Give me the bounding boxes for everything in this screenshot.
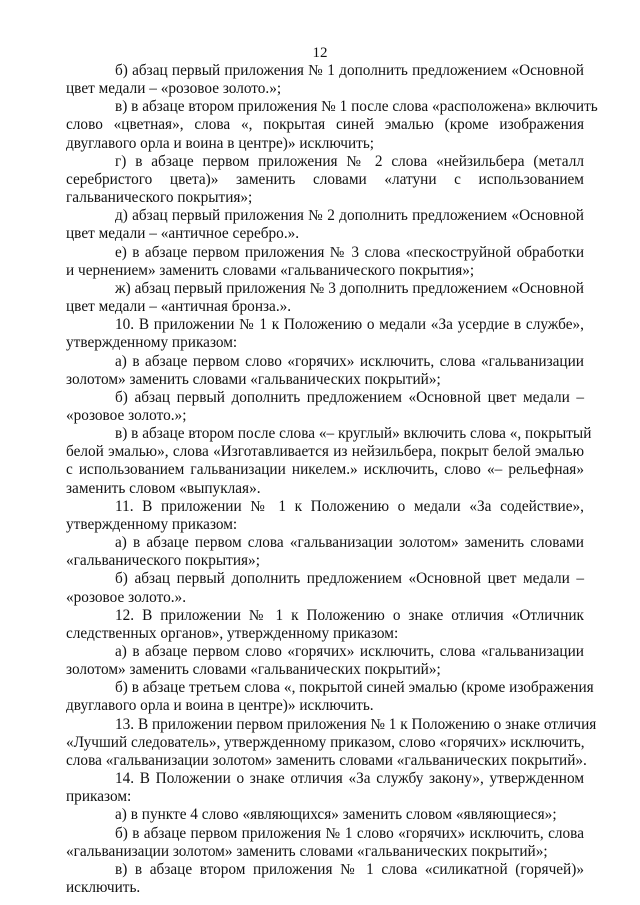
paragraph-line: следственных органов», утвержденному приказом:	[66, 624, 399, 642]
paragraph-first-line: а) в абзаце первом слово «горячих» исключить, слова «гальванизации	[115, 352, 584, 370]
paragraph-line: с использованием гальванизации никелем.» исключить, слово «– рельефная»	[66, 461, 584, 479]
paragraph-first-line: а) в пункте 4 слово «являющихся» заменить словом «являющиеся»;	[115, 806, 557, 824]
page-number: 12	[312, 45, 328, 61]
paragraph-line: исключить.	[66, 879, 141, 897]
paragraph-first-line: 11. В приложении № 1 к Положению о медали «За содействие»,	[115, 497, 584, 515]
paragraph-line: «розовое золото.».	[66, 588, 187, 606]
paragraph-line: «розовое золото.»;	[66, 406, 187, 424]
paragraph-first-line: е) в абзаце первом приложения № 3 слова «пескоструйной обработки	[115, 243, 584, 261]
paragraph-first-line: д) абзац первый приложения № 2 дополнить предложением «Основной	[115, 207, 584, 225]
paragraph-first-line: в) в абзаце втором приложения № 1 слова «силикатной (горячей)»	[115, 860, 584, 878]
paragraph-line: и чернением» заменить словами «гальванического покрытия»;	[66, 261, 475, 279]
paragraph-first-line: б) абзац первый дополнить предложением «Основной цвет медали –	[115, 388, 584, 406]
paragraph-line: утвержденному приказом:	[66, 334, 238, 352]
paragraph-line: приказом:	[66, 788, 132, 806]
paragraph-line: заменить словом «выпуклая».	[66, 479, 261, 497]
paragraph-line: белой эмалью», слова «Изготавливается из нейзильбера, покрыт белой эмалью	[66, 443, 584, 461]
paragraph-first-line: а) в абзаце первом слово «горячих» исключить, слова «гальванизации	[115, 643, 584, 660]
paragraph-first-line: 12. В приложении № 1 к Положению о знаке отличия «Отличник	[115, 606, 584, 624]
paragraph-first-line: б) абзац первый дополнить предложением «Основной цвет медали –	[115, 570, 584, 588]
paragraph-line: утвержденному приказом:	[66, 515, 238, 533]
paragraph-first-line: б) в абзаце первом приложения № 1 слово «горячих» исключить, слова	[115, 824, 584, 842]
paragraph-first-line: б) в абзаце третьем слова «, покрытой синей эмалью (кроме изображения	[115, 679, 594, 697]
paragraph-first-line: а) в абзаце первом слова «гальванизации золотом» заменить словами	[115, 534, 584, 552]
paragraph-first-line: б) абзац первый приложения № 1 дополнить предложением «Основной	[115, 62, 584, 79]
paragraph-line: цвет медали – «античная бронза.».	[66, 298, 292, 316]
paragraph-first-line: 10. В приложении № 1 к Положению о медали «За усердие в службе»,	[115, 316, 584, 334]
paragraph-first-line: ж) абзац первый приложения № 3 дополнить предложением «Основной	[115, 279, 584, 297]
paragraph-first-line: 14. В Положении о знаке отличия «За службу закону», утвержденном	[115, 770, 584, 788]
paragraph-first-line: в) в абзаце втором после слова «– круглый» включить слова «, покрытый	[115, 425, 592, 443]
paragraph-line: «гальванизации золотом» заменить словами «гальванических покрытий»;	[66, 842, 548, 860]
paragraph-line: золотом» заменить словами «гальванических покрытий»;	[66, 370, 441, 388]
paragraph-line: гальванического покрытия»;	[66, 189, 253, 207]
paragraph-first-line: г) в абзаце первом приложения № 2 слова «нейзильбера (металл	[115, 152, 584, 170]
paragraph-line: «гальванического покрытия»;	[66, 552, 260, 570]
paragraph-line: «Лучший следователь», утвержденному приказом, слово «горячих» исключить,	[66, 733, 585, 751]
paragraph-line: двуглавого орла и воина в центре)» исключить;	[66, 134, 375, 152]
paragraph-line: цвет медали – «античное серебро.».	[66, 225, 300, 243]
document-body	[66, 62, 598, 897]
paragraph-line: серебристого цвета)» заменить словами «латуни с использованием	[66, 170, 584, 188]
paragraph-line: двуглавого орла и воина в центре)» исключить.	[66, 697, 374, 715]
paragraph-line: слово «цветная», слова «, покрытая синей эмалью (кроме изображения	[66, 116, 584, 134]
paragraph-first-line: 13. В приложении первом приложения № 1 к Положению о знаке отличия	[115, 715, 597, 733]
paragraph-line: цвет медали – «розовое золото.»;	[66, 80, 282, 98]
paragraph-line: золотом» заменить словами «гальванических покрытий»;	[66, 661, 441, 679]
paragraph-line: слова «гальванизации золотом» заменить словами «гальванических покрытий».	[66, 751, 587, 769]
paragraph-first-line: в) в абзаце втором приложения № 1 после слова «расположена» включить	[115, 98, 598, 116]
